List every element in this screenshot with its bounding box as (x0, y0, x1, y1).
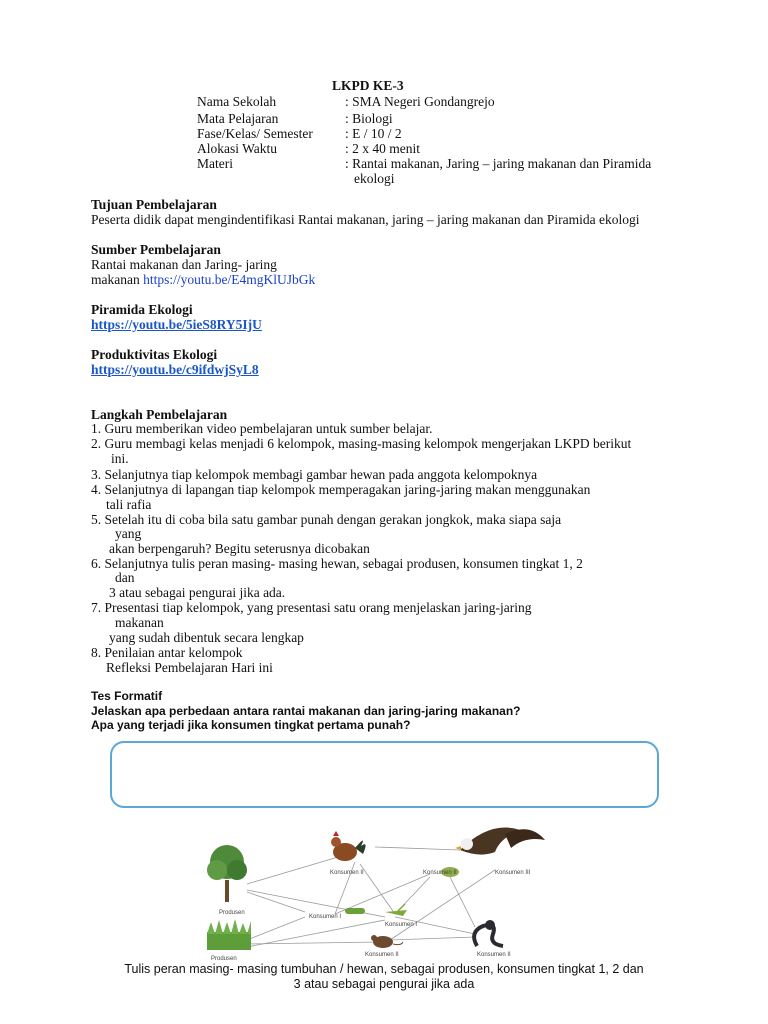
row-label-school: Nama Sekolah (197, 94, 277, 109)
list-item: 4. Selanjutnya di lapangan tiap kelompok memperagakan jaring-jaring makan menggunakan (91, 482, 591, 497)
list-item: 3. Selanjutnya tiap kelompok membagi gambar hewan pada anggota kelompoknya (91, 467, 538, 482)
list-item: yang (115, 526, 142, 541)
list-item: 7. Presentasi tiap kelompok, yang presentasi satu orang menjelaskan jaring-jaring (91, 600, 532, 615)
row-value-phase: : E / 10 / 2 (345, 126, 402, 141)
eagle-icon (455, 828, 545, 855)
label-konsumen-i-bottom: Konsumen II (365, 952, 399, 958)
langkah-heading: Langkah Pembelajaran (91, 407, 228, 422)
label-produsen-bottom: Produsen (211, 956, 237, 962)
list-item: makanan (115, 615, 164, 630)
list-item: 3 atau sebagai pengurai jika ada. (109, 585, 286, 600)
label-produsen-top: Produsen (219, 910, 245, 916)
list-item: dan (115, 570, 135, 585)
tes-question-1: Jelaskan apa perbedaan antara rantai makanan dan jaring-jaring makanan? (91, 704, 521, 718)
row-value-school: : SMA Negeri Gondangrejo (345, 94, 495, 109)
list-item: ini. (111, 451, 129, 466)
list-item: Refleksi Pembelajaran Hari ini (106, 660, 273, 675)
sumber-line1: Rantai makanan dan Jaring- jaring (91, 257, 277, 272)
row-value-material: : Rantai makanan, Jaring – jaring makanan dan Piramida (345, 156, 652, 171)
list-item: 1. Guru memberikan video pembelajaran untuk sumber belajar. (91, 421, 433, 436)
label-konsumen-iii: Konsumen III (495, 870, 531, 876)
label-konsumen-ii-top: Konsumen II (330, 870, 364, 876)
list-item: akan berpengaruh? Begitu seterusnya dicobakan (109, 541, 370, 556)
row-label-subject: Mata Pelajaran (197, 111, 279, 126)
grass-icon (207, 919, 251, 950)
label-konsumen-i-mid: Konsumen I (385, 922, 418, 928)
produktivitas-heading: Produktivitas Ekologi (91, 347, 218, 362)
snake-icon (474, 920, 503, 946)
label-konsumen-ii-mid: Konsumen II (423, 870, 457, 876)
produktivitas-video-link[interactable]: https://youtu.be/c9ifdwjSyL8 (91, 362, 259, 377)
list-item: 6. Selanjutnya tulis peran masing- masing hewan, sebagai produsen, konsumen tingkat 1, 2 (91, 556, 583, 571)
food-web-arrows (247, 847, 495, 947)
list-item: 2. Guru membagi kelas menjadi 6 kelompok, masing-masing kelompok mengerjakan LKPD berikut (91, 436, 632, 451)
answer-box[interactable] (110, 741, 659, 808)
label-konsumen-ii-bottom: Konsumen II (477, 952, 511, 958)
document-title: LKPD KE-3 (332, 78, 404, 93)
list-item: 5. Setelah itu di coba bila satu gambar punah dengan gerakan jongkok, maka siapa saja (91, 512, 562, 527)
row-value-material-cont: ekologi (354, 171, 395, 186)
piramida-video-link[interactable]: https://youtu.be/5ieS8RY5IjU (91, 317, 262, 332)
tes-heading: Tes Formatif (91, 689, 163, 703)
row-label-material: Materi (197, 156, 233, 171)
sumber-line2-prefix: makanan (91, 272, 144, 287)
sumber-line2 (91, 272, 315, 287)
row-label-phase: Fase/Kelas/ Semester (197, 126, 313, 141)
mouse-icon (371, 935, 403, 948)
label-konsumen-i-left: Konsumen I (309, 914, 342, 920)
grasshopper-icon (385, 904, 407, 916)
caption-line-1: Tulis peran masing- masing tumbuhan / hewan, sebagai produsen, konsumen tingkat 1, 2 dan (124, 962, 644, 976)
row-value-subject: : Biologi (345, 111, 393, 126)
piramida-heading: Piramida Ekologi (91, 302, 193, 317)
rooster-icon (331, 831, 366, 861)
tujuan-heading: Tujuan Pembelajaran (91, 197, 217, 212)
tujuan-text: Peserta didik dapat mengindentifikasi Rantai makanan, jaring – jaring makanan dan Piramida ekologi (91, 212, 640, 227)
tree-icon (207, 845, 247, 902)
caption-line-2: 3 atau sebagai pengurai jika ada (293, 977, 475, 991)
list-item: 8. Penilaian antar kelompok (91, 645, 243, 660)
list-item: tali rafia (106, 497, 152, 512)
caterpillar-icon (345, 908, 365, 914)
row-value-time: : 2 x 40 menit (345, 141, 420, 156)
list-item: yang sudah dibentuk secara lengkap (109, 630, 304, 645)
sumber-video-link[interactable]: https://youtu.be/E4mgKlUJbGk (143, 272, 316, 287)
food-web-diagram (205, 822, 560, 962)
tes-question-2: Apa yang terjadi jika konsumen tingkat pertama punah? (91, 718, 411, 732)
sumber-heading: Sumber Pembelajaran (91, 242, 221, 257)
row-label-time: Alokasi Waktu (197, 141, 278, 156)
